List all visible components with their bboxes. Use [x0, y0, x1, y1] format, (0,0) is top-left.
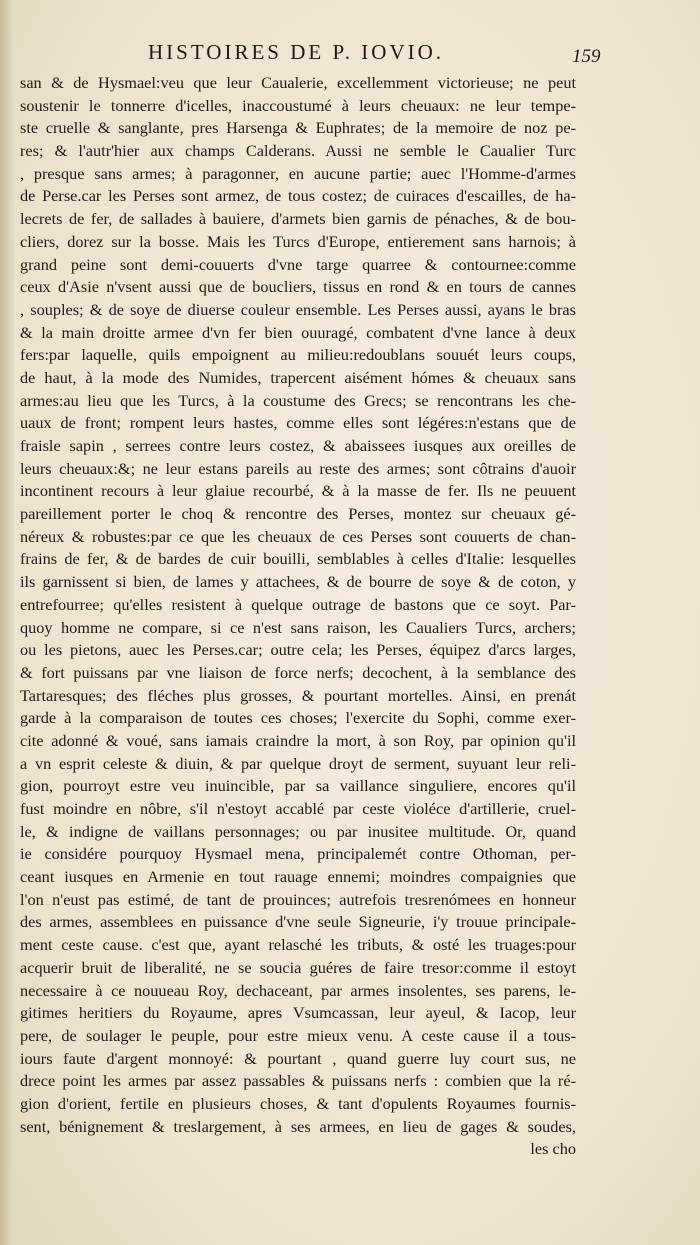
text-line: l'on n'eust pas estimé, de tant de prouinces; autrefois tresrenómees en honneur — [20, 889, 576, 909]
text-line: gion, pourroyt estre veu inuincible, par sa vaillance singuliere, encores qu'il — [20, 776, 576, 796]
text-line: de haut, à la mode des Numides, trapercent aisément hómes & cheuaux sans — [20, 367, 576, 387]
text-line: gitimes heritiers du Royaume, apres Vsumcassan, leur ayeul, & Iacop, leur — [20, 1003, 576, 1023]
text-line: lecrets de fer, de sallades à bauiere, d'armets bien garnis de pénaches, & de bou- — [20, 209, 576, 229]
text-line: garde à la comparaison de toutes ces choses; l'exercite du Sophi, comme exer- — [20, 708, 576, 728]
text-line: quoy homme ne compare, si ce n'est sans raison, les Caualiers Turcs, archers; — [20, 617, 576, 637]
text-line: armes:au lieu que les Turcs, à la coustume des Grecs; se rencontrans les che- — [20, 390, 576, 410]
text-line: cliers, dorez sur la bosse. Mais les Turcs d'Europe, entierement sans harnois; à — [20, 231, 576, 251]
text-line: soustenir le tonnerre d'icelles, inaccoustumé à leurs cheuaux: ne leur tempe- — [20, 95, 576, 115]
text-line: necessaire à ce nouueau Roy, dechaceant, par armes insolentes, ses parens, le- — [20, 980, 576, 1000]
text-line: & fort puissans par vne liaison de force nerfs; decochent, à la semblance des — [20, 662, 576, 682]
text-line: iours faute d'argent monnoyé: & pourtant , quand guerre luy court sus, ne — [20, 1048, 576, 1068]
binding-gutter — [0, 0, 14, 1245]
text-line: res; & l'autr'hier aux champs Calderans. Aussi ne semble le Caualier Turc — [20, 141, 576, 161]
text-line: ou les pietons, auec les Perses.car; outre cela; les Perses, équipez d'arcs larges, — [20, 640, 576, 660]
text-line: les cho — [530, 1139, 576, 1159]
text-line: le, & indigne de vaillans personnages; ou par inusitee multitude. Or, quand — [20, 821, 576, 841]
text-line: frains de fer, & de bardes de cuir bouilli, semblables à celles d'Italie: lesquelles — [20, 549, 576, 569]
text-line: pareillement porter le choq & rencontre des Perses, montez sur cheuaux gé- — [20, 504, 576, 524]
text-line: ie considére pourquoy Hysmael mena, principalemét contre Othoman, per- — [20, 844, 576, 864]
text-line: san & de Hysmael:veu que leur Caualerie, excellemment victorieuse; ne peut — [20, 73, 576, 92]
text-line: , presque sans armes; à paragonner, en aucune partie; auec l'Homme-d'armes — [20, 163, 576, 183]
text-line: fers:par laquelle, quils empoignent au milieu:redoublans souuét leurs coups, — [20, 345, 576, 365]
text-line: de Perse.car les Perses sont armez, de tous costez; de cuiraces d'escailles, de ha- — [20, 186, 576, 206]
text-line: leurs cheuaux:&; ne leur estans pareils au reste des armes; sont côtrains d'auoir — [20, 458, 576, 478]
text-line: ment ceste cause. c'est que, ayant relasché les tributs, & osté les truages:pour — [20, 935, 576, 955]
body-text — [20, 72, 576, 1161]
text-line: ceux d'Asie n'vsent aussi que de boucliers, tissus en rond & en tours de cannes — [20, 277, 576, 297]
text-line: incontinent recours à leur glaiue recourbé, & à la masse de fer. Ils ne peuuent — [20, 481, 576, 501]
text-line: Tartaresques; des fléches plus grosses, & pourtant mortelles. Ainsi, en prenát — [20, 685, 576, 705]
text-line: fraisle sapin , serrees contre leurs costez, & abaissees iusques aux oreilles de — [20, 436, 576, 455]
text-line: ceant iusques en Armenie en tout rauage ennemi; moindres compaignies que — [20, 867, 576, 887]
text-line: cite adonné & voué, sans iamais craindre la mort, à son Roy, par opinion qu'il — [20, 730, 576, 750]
text-line: & la main droitte armee d'vn fer bien ouuragé, combatent d'vne lance à deux — [20, 322, 576, 342]
text-line: acquerir bruit de liberalité, ne se soucia guéres de faire tresor:comme il estoyt — [20, 957, 576, 977]
text-line: a vn esprit celeste & diuin, & par quelque droyt de serment, suyuant leur reli- — [20, 753, 576, 773]
text-line: ils garnissent si bien, de lames y attachees, & de bourre de soye & de coton, y — [20, 572, 576, 592]
folio-number: 159 — [572, 46, 601, 67]
text-line: néreux & robustes:par ce que les cheuaux de ces Perses sont couuerts de chan- — [20, 526, 576, 546]
text-line: des armes, assemblees en puissance d'vne seule Signeurie, i'y trouue principale- — [20, 912, 576, 932]
text-line: entrefourree; qu'elles resistent à quelque outrage de bastons que ce soyt. Par- — [20, 594, 576, 614]
text-line: grand peine sont demi-couuerts d'vne targe quarree & contournee:comme — [20, 254, 576, 274]
text-line: sent, bénignement & treslargement, à ses armees, en lieu de gages & soudes, — [20, 1116, 576, 1136]
text-line: , souples; & de soye de diuerse couleur ensemble. Les Perses aussi, ayans le bras — [20, 299, 576, 319]
text-line: gion d'orient, fertile en plusieurs choses, & tant d'opulents Royaumes fournis- — [20, 1093, 576, 1113]
text-line: pere, de soulager le peuple, pour estre mieux venu. A ceste cause il a tous- — [20, 1025, 576, 1045]
running-title: HISTOIRES DE P. IOVIO. — [148, 40, 445, 64]
text-line: ste cruelle & sanglante, pres Harsenga & Euphrates; de la memoire de noz pe- — [20, 118, 576, 138]
text-line: fust moindre en nôbre, s'il n'estoyt accablé par ceste violéce d'artillerie, cruel- — [20, 799, 576, 818]
text-line: drece point les armes par assez passables & puissans nerfs : combien que la ré- — [20, 1071, 576, 1091]
text-line: uaux de front; rompent leurs hastes, comme elles sont légéres:n'estans que de — [20, 413, 576, 433]
page-header — [0, 40, 700, 70]
